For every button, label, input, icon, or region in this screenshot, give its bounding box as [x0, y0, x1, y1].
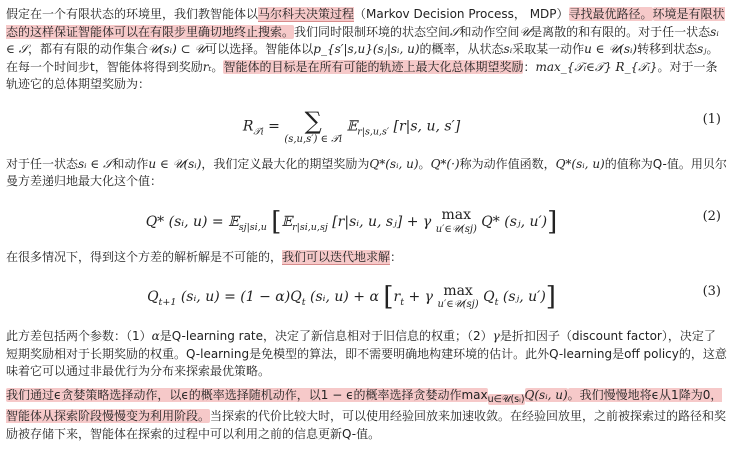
text: 的值称为Q-值。用贝尔曼方差递归地最大化这个值：	[6, 156, 727, 188]
eq2-lhs: Q* (sᵢ, u) = 𝔼	[145, 213, 239, 230]
eq3-max	[438, 284, 479, 310]
bracket-close: ]	[547, 206, 558, 237]
math-transition-prob: p_{s′|s,u}(sⱼ|sᵢ, u)	[313, 42, 420, 56]
text: 在很多情况下，得到这个方差的解析解是不可能的，	[6, 249, 283, 264]
eq3-max-sub: u′∈𝒰(sj)	[437, 299, 479, 310]
eq3-inner-r: r	[393, 289, 401, 305]
eq1-sum-under: (s,u,s′) ∈ 𝒯i	[284, 133, 343, 145]
sum-symbol: ∑	[304, 106, 322, 135]
paragraph-iterative	[6, 249, 727, 267]
text: 。在每一个时间步t，智能体将得到奖励	[6, 42, 719, 74]
math-sj: sⱼ	[697, 42, 707, 56]
math-qstar: Q*(sᵢ, u)	[369, 156, 419, 171]
eq1-lhs-sub: 𝒯i	[253, 126, 264, 137]
bracket-close: ]	[545, 282, 556, 312]
text: 的概率，从状态	[419, 42, 504, 56]
text: 对于任一状态	[6, 156, 79, 171]
paragraph-epsilon-greedy	[6, 387, 727, 444]
text: 。对于一条轨迹它的总体期望奖励为：	[6, 59, 718, 91]
math-qstar-fn: Q*(·)	[430, 156, 460, 171]
text: 转移到状态	[637, 42, 698, 56]
math-state-in-space: sᵢ ∈ 𝒮	[6, 24, 719, 56]
eq3-tail2: (sⱼ, u′)	[498, 289, 546, 305]
eq1-equals: =	[263, 118, 285, 135]
max-operator: max	[443, 282, 473, 299]
text: 。	[418, 156, 431, 171]
text: 是离散的和有限的。对于任一状态	[530, 24, 711, 39]
eq1-expectation-sub: r|s,u,s′	[357, 126, 390, 137]
bracket-open: [	[271, 206, 282, 237]
text: 我们同时限制环境的状态空间	[294, 24, 451, 39]
math-gamma: γ	[492, 329, 500, 343]
equation-3	[6, 266, 727, 328]
eq2-lhs-sub: sj|si,u	[238, 221, 267, 233]
eq2-inner-expectation: 𝔼	[281, 213, 293, 230]
highlight-finite-env: 环境是有限状态的这样保证智能体可以在有限步里确切地终止搜索。	[6, 7, 725, 39]
highlight-mdp: 马尔科夫决策过程	[258, 7, 355, 21]
text: ：	[523, 59, 536, 74]
math-u-in-us: u ∈ 𝒰(sᵢ)	[148, 156, 202, 171]
highlight-q-greedy: Q(sᵢ, u)	[524, 387, 568, 402]
math-qstar-value: Q*(sᵢ, u)	[555, 156, 605, 171]
max-operator: max	[441, 207, 472, 224]
math-u-in-action-set: u ∈ 𝒰(sᵢ)	[584, 42, 638, 56]
eq1-sum	[284, 108, 342, 145]
math-alpha: α	[151, 329, 160, 343]
text: 。	[211, 59, 224, 74]
math-state-space: 𝒮	[450, 24, 460, 39]
highlight-epsilon-greedy: 我们通过ϵ贪婪策略选择动作，以ϵ的概率选择随机动作，以1 − ϵ的概率选择贪婪动作max	[6, 387, 488, 402]
math-si: sᵢ	[503, 42, 513, 56]
equation-number-2: (2)	[702, 208, 721, 224]
paragraph-mdp-intro	[6, 6, 727, 94]
eq3-inner-r-sub: t	[400, 296, 405, 308]
eq2-inner-body: [r|sᵢ, u, sⱼ] + γ	[327, 213, 436, 230]
eq3-mid: (sᵢ, u) = (1 − α)Q	[176, 289, 302, 305]
text: 和动作	[112, 156, 149, 171]
eq2-tail: Q* (sⱼ, u′)	[476, 213, 548, 230]
eq3-tail: Q	[478, 289, 495, 305]
math-si-in-s: sᵢ ∈ 𝒮	[78, 156, 113, 171]
equation-number-3: (3)	[702, 284, 721, 299]
text: 和动作空间	[459, 24, 520, 39]
text: 假定在一个有限状态的环境里，我们教智能体以	[6, 7, 259, 21]
highlight-epsilon-decay: 。我们慢慢地将ϵ从1降为0，智能体从探索阶段慢慢变为利用阶段。	[6, 387, 723, 424]
highlight-max-sub: u∈𝒰(sᵢ)	[487, 393, 525, 405]
text: 是折扣因子（discount factor），决定了短期奖励相对于长期奖励的权重。Q-learning是免模型的算法，即不需要明确地构建环境的估计。此外Q-learning是off policy的，这意味着它可以通过非最优行为分布来探索最优策略。	[6, 329, 727, 378]
math-max-reward: max_{𝒯ᵢ∈𝒯} R_{𝒯ᵢ}	[535, 59, 658, 74]
text: ，都有有限的动作集合	[28, 42, 149, 56]
highlight-optimal-path: 寻找最优路径。	[568, 7, 653, 21]
eq2-inner-sub: r|si,u,sj	[292, 221, 328, 233]
eq3-lhs-sub: t+1	[158, 296, 177, 308]
text: 可以选择。智能体以	[205, 42, 314, 56]
text: ：	[390, 249, 403, 264]
math-action-subset: 𝒰(sᵢ) ⊂ 𝒰	[148, 42, 206, 56]
equation-1	[6, 94, 727, 156]
text: 当探索的代价比较大时，可以使用经验回放来加速收敛。在经验回放里，之前被探索过的路径和奖励被存储下来，智能体在探索的过程中可以利用之前的信息更新Q-值。	[6, 409, 727, 441]
equation-number-1: (1)	[702, 111, 721, 127]
eq3-tail-sub: t	[494, 296, 499, 308]
eq1-lhs: R	[242, 118, 254, 135]
eq1-expectation: 𝔼	[346, 118, 358, 135]
eq2-max	[436, 208, 477, 234]
eq2-max-sub: u′∈𝒰(sj)	[435, 223, 477, 235]
text: （Markov Decision Process， MDP）	[354, 7, 569, 21]
text: ，我们定义最大化的期望奖励为	[201, 156, 370, 171]
eq1-rhs-body: [r|s, u, s′]	[389, 118, 461, 135]
bracket-open: [	[383, 282, 394, 312]
math-action-space: 𝒰	[519, 24, 531, 39]
eq3-inner-plus: + γ	[404, 289, 438, 305]
text: 称为动作值函数，	[459, 156, 556, 171]
paragraph-parameters	[6, 328, 727, 381]
paragraph-q-definition	[6, 156, 727, 191]
highlight-iterative: 我们可以迭代地求解	[282, 249, 391, 264]
text: 采取某一动作	[512, 42, 585, 56]
eq3-mid-sub: t	[301, 296, 306, 308]
eq3-lhs: Q	[147, 289, 159, 305]
eq3-mid2: (sᵢ, u) + α	[305, 289, 384, 305]
text: 是Q-learning rate，决定了新信息相对于旧信息的权重；（2）	[159, 329, 493, 343]
math-rt: rₜ	[202, 59, 212, 74]
highlight-goal: 智能体的目标是在所有可能的轨迹上最大化总体期望奖励	[223, 59, 524, 74]
text: 此方差包括两个参数：（1）	[6, 329, 152, 343]
equation-2	[6, 191, 727, 249]
